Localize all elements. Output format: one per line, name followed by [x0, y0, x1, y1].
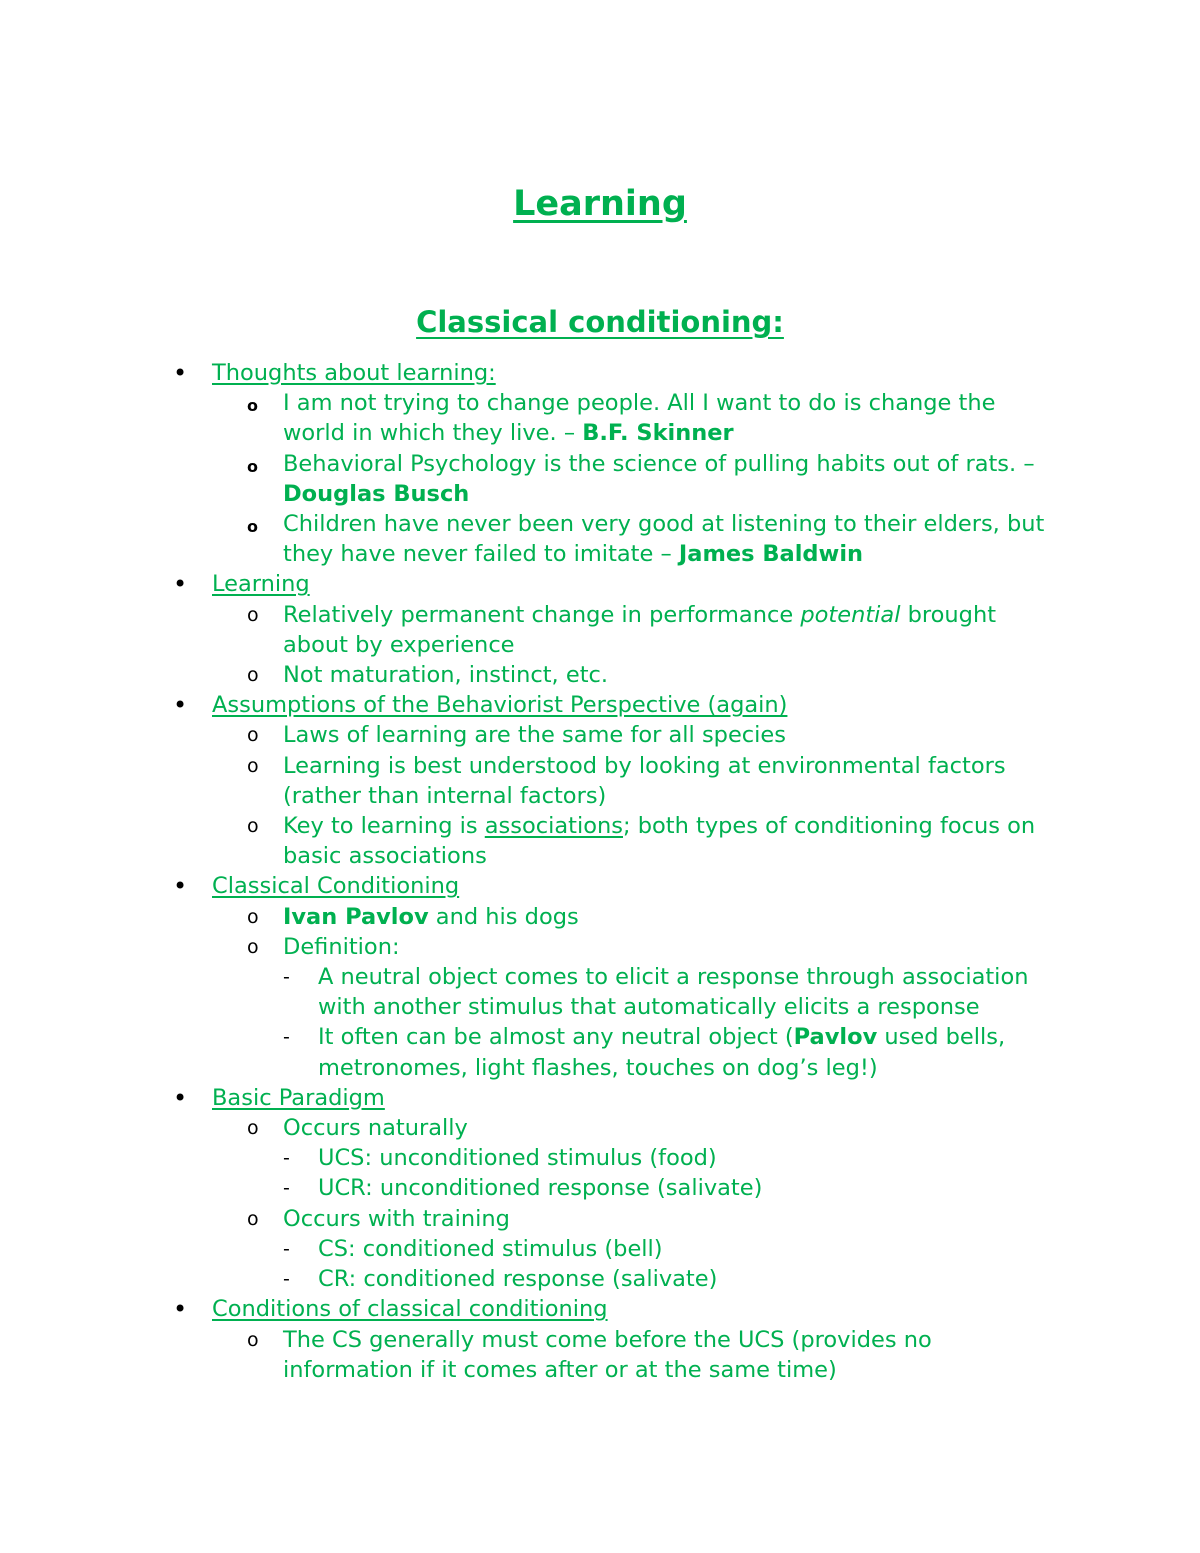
circle-bullet-icon: o [247, 815, 259, 838]
sub-list-item [0, 1173, 1048, 1203]
outline-item-basic-paradigm [0, 1083, 1042, 1113]
outline-item-assumptions [0, 690, 1042, 720]
outline-heading: Assumptions of the Behaviorist Perspective (again) [212, 692, 788, 719]
dash-bullet-icon: - [283, 1026, 290, 1049]
outline-heading: Conditions of classical conditioning [212, 1296, 608, 1323]
hollow-bullet-icon: o [247, 396, 258, 416]
hollow-bullet-icon: o [247, 517, 258, 537]
outline-item-learning [0, 569, 1042, 599]
outline-heading: Thoughts about learning: [212, 360, 496, 386]
bullet-icon: • [173, 691, 188, 720]
item-text: Relatively permanent change in performance [283, 601, 801, 628]
list-item [0, 932, 1053, 962]
circle-bullet-icon: o [247, 1328, 259, 1351]
circle-bullet-icon: o [247, 1117, 259, 1140]
item-text: A neutral object comes to elicit a response through association with another stimulus that automatically elicits a response [318, 964, 1029, 1021]
quote-author: James Baldwin [678, 541, 864, 568]
dash-bullet-icon: - [283, 1268, 290, 1291]
item-bold: Pavlov [793, 1024, 878, 1051]
sub-list-item [0, 1264, 1048, 1294]
circle-bullet-icon: o [247, 754, 259, 777]
outline-heading: Learning [212, 571, 310, 598]
circle-bullet-icon: o [247, 664, 259, 687]
item-text: brought about by experience [283, 601, 997, 658]
bullet-icon: • [173, 570, 188, 599]
sub-list-item [0, 962, 1048, 1022]
item-text: UCS: unconditioned stimulus (food) [318, 1145, 717, 1172]
quote-text: Children have never been very good at listening to their elders, but they have never failed to imitate – [283, 511, 1045, 568]
item-text: Not maturation, instinct, etc. [283, 662, 609, 689]
circle-bullet-icon: o [247, 905, 259, 928]
item-text: Definition: [283, 933, 400, 960]
outline-item-conditions [0, 1294, 1042, 1324]
list-item [0, 811, 1053, 871]
outline-heading: Basic Paradigm [212, 1084, 385, 1111]
quote-text: I am not trying to change people. All I want to do is change the world in which they live. – [283, 390, 996, 447]
list-item [0, 660, 1053, 690]
quote-author: B.F. Skinner [582, 420, 734, 447]
notes-outline [0, 358, 1200, 1385]
outline-heading: Classical Conditioning [212, 873, 460, 900]
item-text: Learning is best understood by looking at environmental factors (rather than internal factors) [283, 752, 1006, 809]
list-item [0, 1325, 1053, 1385]
quote-author: Douglas Busch [283, 480, 470, 507]
outline-item-classical-conditioning [0, 871, 1042, 901]
section-heading: Classical conditioning: [416, 305, 784, 339]
list-item [0, 720, 1053, 750]
hollow-bullet-icon: o [247, 456, 258, 476]
item-text: The CS generally must come before the UCS (provides no information if it comes after or at the same time) [283, 1326, 932, 1383]
circle-bullet-icon: o [247, 935, 259, 958]
list-item [0, 902, 1053, 932]
list-item [0, 600, 1053, 660]
item-emphasis: potential [800, 601, 901, 628]
item-text: and his dogs [428, 903, 579, 930]
item-text: used bells, metronomes, light flashes, touches on dog’s leg!) [318, 1024, 1006, 1081]
item-text: Occurs with training [283, 1205, 510, 1232]
item-text: CS: conditioned stimulus (bell) [318, 1235, 663, 1262]
list-item [0, 1204, 1053, 1234]
page-title: Learning [513, 184, 687, 224]
item-underlined: associations [484, 813, 623, 840]
item-bold: Ivan Pavlov [283, 903, 429, 930]
bullet-icon: • [173, 359, 188, 387]
outline-item-thoughts-about-learning [0, 358, 1042, 388]
item-text: Laws of learning are the same for all species [283, 722, 786, 749]
item-text: CR: conditioned response (salivate) [318, 1266, 718, 1293]
circle-bullet-icon: o [247, 1207, 259, 1230]
quote-item [0, 509, 1053, 569]
item-text: UCR: unconditioned response (salivate) [318, 1175, 763, 1202]
sub-list-item [0, 1143, 1048, 1173]
sub-list-item [0, 1234, 1048, 1264]
bullet-icon: • [173, 1295, 188, 1324]
dash-bullet-icon: - [283, 966, 290, 989]
quote-text: Behavioral Psychology is the science of pulling habits out of rats. – [283, 450, 1035, 477]
item-text: Occurs naturally [283, 1115, 468, 1142]
item-text: It often can be almost any neutral object ( [318, 1024, 794, 1051]
dash-bullet-icon: - [283, 1177, 290, 1200]
quote-item [0, 388, 1053, 448]
list-item [0, 751, 1053, 811]
bullet-icon: • [173, 1083, 188, 1112]
item-text: Key to learning is [283, 813, 485, 840]
quote-item [0, 449, 1053, 509]
item-text: ; both types of conditioning focus on basic associations [283, 813, 1036, 870]
dash-bullet-icon: - [283, 1147, 290, 1170]
sub-list-item [0, 1022, 1048, 1082]
bullet-icon: • [173, 872, 188, 901]
circle-bullet-icon: o [247, 724, 259, 747]
list-item [0, 1113, 1053, 1143]
dash-bullet-icon: - [283, 1237, 290, 1260]
circle-bullet-icon: o [247, 603, 259, 626]
